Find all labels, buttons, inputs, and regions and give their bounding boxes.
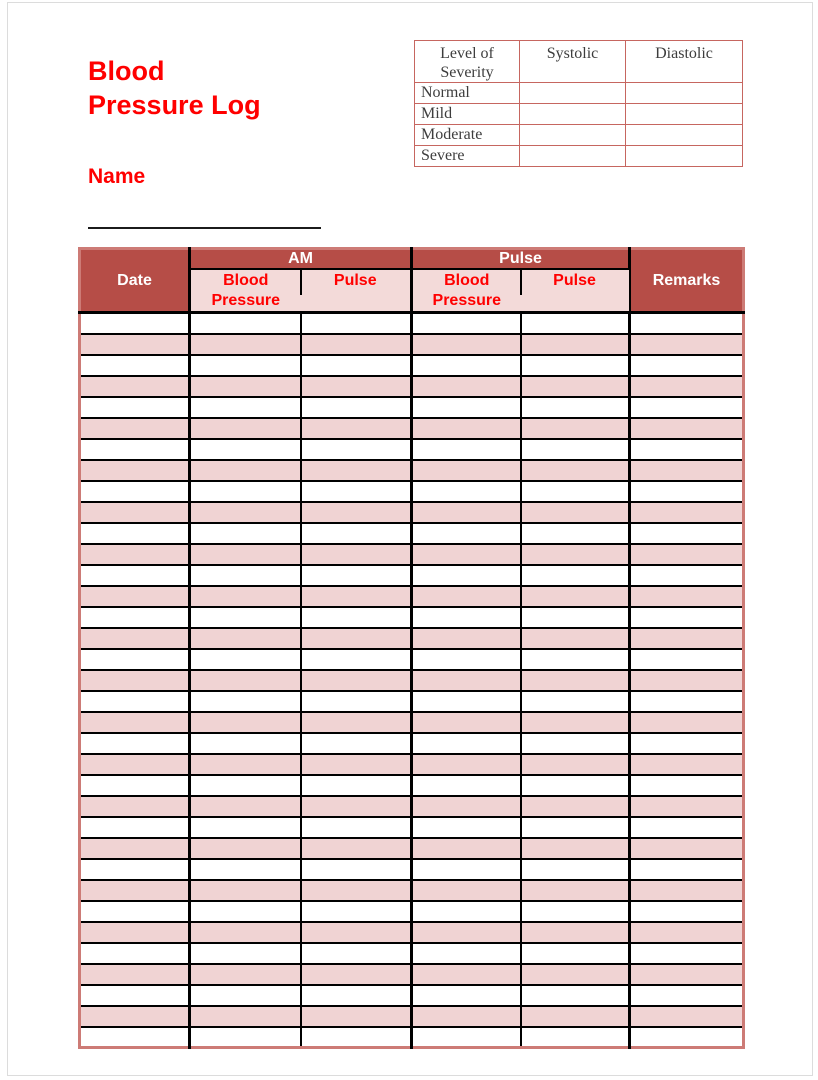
log-cell-pm-blood-pressure[interactable]: [412, 607, 521, 628]
log-row: [80, 397, 744, 418]
log-cell-remarks[interactable]: [630, 1027, 744, 1048]
log-cell-pm-blood-pressure[interactable]: [412, 712, 521, 733]
log-col-pm-group: Pulse: [412, 249, 630, 270]
log-cell-pm-pulse[interactable]: [521, 796, 630, 817]
log-subcol-am-pulse: Pulse: [301, 269, 412, 313]
severity-row: [415, 104, 743, 125]
log-cell-remarks[interactable]: [630, 733, 744, 754]
log-cell-pm-blood-pressure[interactable]: [412, 397, 521, 418]
log-cell-pm-blood-pressure[interactable]: [412, 418, 521, 439]
log-cell-pm-blood-pressure[interactable]: [412, 1006, 521, 1027]
severity-systolic-cell[interactable]: [520, 83, 626, 104]
log-cell-remarks[interactable]: [630, 859, 744, 880]
log-cell-am-pulse[interactable]: [301, 796, 412, 817]
log-cell-pm-blood-pressure[interactable]: [412, 460, 521, 481]
log-cell-pm-blood-pressure[interactable]: [412, 754, 521, 775]
log-cell-date[interactable]: [80, 439, 190, 460]
log-cell-pm-blood-pressure[interactable]: [412, 481, 521, 502]
log-cell-am-blood-pressure[interactable]: [190, 733, 301, 754]
log-cell-am-pulse[interactable]: [301, 313, 412, 334]
log-row: [80, 313, 744, 334]
log-cell-am-pulse[interactable]: [301, 334, 412, 355]
name-input-line[interactable]: [88, 227, 321, 229]
log-cell-pm-pulse[interactable]: [521, 649, 630, 670]
log-cell-date[interactable]: [80, 817, 190, 838]
log-cell-pm-blood-pressure[interactable]: [412, 817, 521, 838]
log-cell-am-blood-pressure[interactable]: [190, 460, 301, 481]
log-cell-am-blood-pressure[interactable]: [190, 838, 301, 859]
log-cell-remarks[interactable]: [630, 901, 744, 922]
log-cell-am-blood-pressure[interactable]: [190, 439, 301, 460]
log-cell-date[interactable]: [80, 607, 190, 628]
log-cell-date[interactable]: [80, 859, 190, 880]
log-col-remarks: Remarks: [630, 249, 744, 313]
log-cell-remarks[interactable]: [630, 985, 744, 1006]
log-cell-date[interactable]: [80, 712, 190, 733]
log-cell-pm-blood-pressure[interactable]: [412, 544, 521, 565]
log-subcol-pm-pulse: Pulse: [521, 269, 630, 313]
log-cell-am-pulse[interactable]: [301, 964, 412, 985]
log-row: [80, 376, 744, 397]
log-cell-am-blood-pressure[interactable]: [190, 502, 301, 523]
log-cell-date[interactable]: [80, 838, 190, 859]
log-cell-pm-pulse[interactable]: [521, 628, 630, 649]
severity-row: [415, 146, 743, 167]
log-cell-am-blood-pressure[interactable]: [190, 901, 301, 922]
log-row: [80, 775, 744, 796]
log-cell-am-pulse[interactable]: [301, 1006, 412, 1027]
log-cell-date[interactable]: [80, 628, 190, 649]
log-cell-pm-blood-pressure[interactable]: [412, 502, 521, 523]
log-cell-pm-pulse[interactable]: [521, 922, 630, 943]
log-cell-remarks[interactable]: [630, 796, 744, 817]
log-cell-am-pulse[interactable]: [301, 691, 412, 712]
log-cell-pm-blood-pressure[interactable]: [412, 355, 521, 376]
log-cell-am-blood-pressure[interactable]: [190, 607, 301, 628]
log-row: [80, 565, 744, 586]
log-row: [80, 1006, 744, 1027]
log-cell-remarks[interactable]: [630, 313, 744, 334]
log-cell-remarks[interactable]: [630, 712, 744, 733]
log-row: [80, 817, 744, 838]
log-cell-pm-pulse[interactable]: [521, 460, 630, 481]
log-cell-pm-pulse[interactable]: [521, 544, 630, 565]
log-cell-pm-pulse[interactable]: [521, 1006, 630, 1027]
log-cell-am-pulse[interactable]: [301, 397, 412, 418]
log-cell-remarks[interactable]: [630, 838, 744, 859]
name-label: Name: [88, 165, 146, 188]
log-cell-am-pulse[interactable]: [301, 481, 412, 502]
log-cell-remarks[interactable]: [630, 964, 744, 985]
log-cell-am-blood-pressure[interactable]: [190, 775, 301, 796]
log-cell-am-blood-pressure[interactable]: [190, 985, 301, 1006]
log-cell-am-pulse[interactable]: [301, 880, 412, 901]
log-cell-remarks[interactable]: [630, 607, 744, 628]
log-col-date: Date: [80, 249, 190, 313]
log-cell-date[interactable]: [80, 733, 190, 754]
log-cell-date[interactable]: [80, 796, 190, 817]
log-cell-remarks[interactable]: [630, 775, 744, 796]
log-cell-remarks[interactable]: [630, 376, 744, 397]
log-row: [80, 460, 744, 481]
log-subcol-pm-blood-pressure: Blood Pressure: [412, 269, 521, 313]
log-cell-pm-blood-pressure[interactable]: [412, 439, 521, 460]
log-cell-pm-blood-pressure[interactable]: [412, 859, 521, 880]
log-cell-am-blood-pressure[interactable]: [190, 943, 301, 964]
log-cell-remarks[interactable]: [630, 691, 744, 712]
log-cell-am-blood-pressure[interactable]: [190, 859, 301, 880]
log-row: [80, 880, 744, 901]
log-cell-am-pulse[interactable]: [301, 985, 412, 1006]
log-cell-date[interactable]: [80, 1006, 190, 1027]
log-cell-am-pulse[interactable]: [301, 586, 412, 607]
log-cell-am-blood-pressure[interactable]: [190, 481, 301, 502]
log-cell-am-blood-pressure[interactable]: [190, 1027, 301, 1048]
severity-diastolic-cell[interactable]: [626, 83, 743, 104]
log-cell-am-blood-pressure[interactable]: [190, 523, 301, 544]
log-cell-remarks[interactable]: [630, 670, 744, 691]
log-cell-am-pulse[interactable]: [301, 733, 412, 754]
log-cell-pm-pulse[interactable]: [521, 1027, 630, 1048]
log-cell-am-pulse[interactable]: [301, 649, 412, 670]
log-cell-date[interactable]: [80, 544, 190, 565]
log-cell-date[interactable]: [80, 334, 190, 355]
log-cell-am-pulse[interactable]: [301, 817, 412, 838]
log-cell-remarks[interactable]: [630, 628, 744, 649]
log-cell-remarks[interactable]: [630, 439, 744, 460]
log-cell-pm-pulse[interactable]: [521, 334, 630, 355]
log-cell-am-pulse[interactable]: [301, 838, 412, 859]
log-cell-pm-pulse[interactable]: [521, 418, 630, 439]
log-row: [80, 355, 744, 376]
log-cell-pm-pulse[interactable]: [521, 607, 630, 628]
log-cell-am-pulse[interactable]: [301, 439, 412, 460]
log-cell-remarks[interactable]: [630, 754, 744, 775]
log-cell-pm-blood-pressure[interactable]: [412, 733, 521, 754]
log-cell-am-pulse[interactable]: [301, 502, 412, 523]
log-row: [80, 943, 744, 964]
log-row: [80, 691, 744, 712]
log-row: [80, 901, 744, 922]
log-cell-pm-pulse[interactable]: [521, 859, 630, 880]
log-cell-am-blood-pressure[interactable]: [190, 628, 301, 649]
severity-diastolic-cell[interactable]: [626, 125, 743, 146]
log-row: [80, 523, 744, 544]
log-cell-am-pulse[interactable]: [301, 901, 412, 922]
log-cell-pm-blood-pressure[interactable]: [412, 313, 521, 334]
log-cell-date[interactable]: [80, 376, 190, 397]
log-cell-pm-pulse[interactable]: [521, 691, 630, 712]
log-cell-am-blood-pressure[interactable]: [190, 796, 301, 817]
severity-systolic-cell[interactable]: [520, 104, 626, 125]
log-cell-pm-blood-pressure[interactable]: [412, 691, 521, 712]
log-cell-pm-pulse[interactable]: [521, 880, 630, 901]
severity-diastolic-cell[interactable]: [626, 104, 743, 125]
log-cell-remarks[interactable]: [630, 355, 744, 376]
log-cell-pm-blood-pressure[interactable]: [412, 796, 521, 817]
log-cell-pm-pulse[interactable]: [521, 775, 630, 796]
log-cell-remarks[interactable]: [630, 481, 744, 502]
severity-header-row: [415, 41, 743, 83]
log-cell-pm-pulse[interactable]: [521, 838, 630, 859]
log-cell-date[interactable]: [80, 691, 190, 712]
log-row: [80, 964, 744, 985]
log-cell-remarks[interactable]: [630, 943, 744, 964]
log-cell-am-blood-pressure[interactable]: [190, 586, 301, 607]
log-cell-remarks[interactable]: [630, 880, 744, 901]
log-subcol-am-blood-pressure: Blood Pressure: [190, 269, 301, 313]
log-cell-am-blood-pressure[interactable]: [190, 922, 301, 943]
log-cell-pm-pulse[interactable]: [521, 397, 630, 418]
log-cell-pm-pulse[interactable]: [521, 964, 630, 985]
severity-level-label: Severe: [415, 146, 520, 167]
log-cell-am-pulse[interactable]: [301, 565, 412, 586]
log-cell-am-blood-pressure[interactable]: [190, 397, 301, 418]
severity-col-systolic: Systolic: [520, 41, 626, 83]
log-row: [80, 418, 744, 439]
log-cell-pm-blood-pressure[interactable]: [412, 922, 521, 943]
log-cell-remarks[interactable]: [630, 523, 744, 544]
log-cell-date[interactable]: [80, 1027, 190, 1048]
log-cell-am-pulse[interactable]: [301, 712, 412, 733]
log-cell-pm-pulse[interactable]: [521, 313, 630, 334]
log-row: [80, 733, 744, 754]
log-cell-pm-pulse[interactable]: [521, 523, 630, 544]
log-row: [80, 712, 744, 733]
log-cell-pm-blood-pressure[interactable]: [412, 943, 521, 964]
log-cell-pm-pulse[interactable]: [521, 712, 630, 733]
log-cell-remarks[interactable]: [630, 418, 744, 439]
log-cell-date[interactable]: [80, 754, 190, 775]
log-row: [80, 544, 744, 565]
log-cell-pm-pulse[interactable]: [521, 481, 630, 502]
log-cell-pm-blood-pressure[interactable]: [412, 901, 521, 922]
log-cell-am-blood-pressure[interactable]: [190, 964, 301, 985]
log-cell-date[interactable]: [80, 586, 190, 607]
log-cell-pm-blood-pressure[interactable]: [412, 565, 521, 586]
log-cell-date[interactable]: [80, 418, 190, 439]
log-cell-pm-blood-pressure[interactable]: [412, 985, 521, 1006]
log-cell-remarks[interactable]: [630, 397, 744, 418]
log-cell-pm-blood-pressure[interactable]: [412, 775, 521, 796]
log-cell-remarks[interactable]: [630, 460, 744, 481]
log-cell-pm-blood-pressure[interactable]: [412, 838, 521, 859]
log-cell-am-blood-pressure[interactable]: [190, 544, 301, 565]
log-cell-am-pulse[interactable]: [301, 1027, 412, 1048]
log-cell-am-pulse[interactable]: [301, 628, 412, 649]
log-cell-pm-blood-pressure[interactable]: [412, 1027, 521, 1048]
severity-col-level: Level of Severity: [415, 41, 520, 83]
severity-col-diastolic: Diastolic: [626, 41, 743, 83]
log-cell-remarks[interactable]: [630, 334, 744, 355]
log-row: [80, 649, 744, 670]
log-cell-pm-blood-pressure[interactable]: [412, 964, 521, 985]
log-cell-am-blood-pressure[interactable]: [190, 880, 301, 901]
log-cell-date[interactable]: [80, 964, 190, 985]
log-cell-remarks[interactable]: [630, 544, 744, 565]
severity-systolic-cell[interactable]: [520, 125, 626, 146]
log-cell-pm-pulse[interactable]: [521, 355, 630, 376]
severity-row: [415, 83, 743, 104]
log-cell-pm-pulse[interactable]: [521, 901, 630, 922]
log-row: [80, 922, 744, 943]
log-row: [80, 607, 744, 628]
log-cell-pm-pulse[interactable]: [521, 439, 630, 460]
log-header-group-row: [80, 249, 744, 270]
log-col-am-group: AM: [190, 249, 412, 270]
severity-level-label: Moderate: [415, 125, 520, 146]
log-cell-am-blood-pressure[interactable]: [190, 670, 301, 691]
log-cell-am-pulse[interactable]: [301, 355, 412, 376]
log-row: [80, 796, 744, 817]
log-cell-remarks[interactable]: [630, 502, 744, 523]
log-cell-am-blood-pressure[interactable]: [190, 691, 301, 712]
log-row: [80, 628, 744, 649]
log-cell-am-blood-pressure[interactable]: [190, 1006, 301, 1027]
log-row: [80, 838, 744, 859]
log-cell-date[interactable]: [80, 313, 190, 334]
page-title: [88, 54, 261, 122]
bp-log-table: [78, 247, 745, 1049]
severity-row: [415, 125, 743, 146]
log-row: [80, 1027, 744, 1048]
log-cell-date[interactable]: [80, 901, 190, 922]
log-row: [80, 670, 744, 691]
log-cell-pm-pulse[interactable]: [521, 586, 630, 607]
log-cell-pm-blood-pressure[interactable]: [412, 628, 521, 649]
log-cell-am-blood-pressure[interactable]: [190, 649, 301, 670]
log-cell-pm-pulse[interactable]: [521, 817, 630, 838]
log-cell-pm-blood-pressure[interactable]: [412, 649, 521, 670]
log-cell-remarks[interactable]: [630, 817, 744, 838]
log-row: [80, 502, 744, 523]
log-cell-am-pulse[interactable]: [301, 418, 412, 439]
log-cell-date[interactable]: [80, 880, 190, 901]
log-cell-date[interactable]: [80, 502, 190, 523]
log-cell-am-pulse[interactable]: [301, 859, 412, 880]
severity-systolic-cell[interactable]: [520, 146, 626, 167]
log-cell-am-blood-pressure[interactable]: [190, 817, 301, 838]
log-cell-am-blood-pressure[interactable]: [190, 418, 301, 439]
log-cell-pm-pulse[interactable]: [521, 985, 630, 1006]
log-cell-am-pulse[interactable]: [301, 922, 412, 943]
log-cell-remarks[interactable]: [630, 922, 744, 943]
log-cell-am-pulse[interactable]: [301, 943, 412, 964]
log-cell-date[interactable]: [80, 481, 190, 502]
log-cell-date[interactable]: [80, 460, 190, 481]
log-cell-am-pulse[interactable]: [301, 775, 412, 796]
log-cell-date[interactable]: [80, 670, 190, 691]
log-cell-am-blood-pressure[interactable]: [190, 355, 301, 376]
log-row: [80, 334, 744, 355]
log-cell-pm-pulse[interactable]: [521, 565, 630, 586]
log-cell-pm-blood-pressure[interactable]: [412, 334, 521, 355]
severity-diastolic-cell[interactable]: [626, 146, 743, 167]
log-cell-date[interactable]: [80, 985, 190, 1006]
page-title-line2: Pressure Log: [88, 90, 261, 120]
log-cell-remarks[interactable]: [630, 649, 744, 670]
log-cell-am-pulse[interactable]: [301, 460, 412, 481]
log-cell-pm-blood-pressure[interactable]: [412, 586, 521, 607]
log-cell-am-blood-pressure[interactable]: [190, 712, 301, 733]
log-cell-am-blood-pressure[interactable]: [190, 313, 301, 334]
log-cell-date[interactable]: [80, 355, 190, 376]
log-cell-pm-pulse[interactable]: [521, 754, 630, 775]
log-row: [80, 754, 744, 775]
log-row: [80, 586, 744, 607]
log-cell-am-blood-pressure[interactable]: [190, 565, 301, 586]
log-row: [80, 985, 744, 1006]
log-cell-am-pulse[interactable]: [301, 670, 412, 691]
log-cell-am-pulse[interactable]: [301, 544, 412, 565]
log-cell-date[interactable]: [80, 943, 190, 964]
log-cell-pm-pulse[interactable]: [521, 670, 630, 691]
log-cell-date[interactable]: [80, 397, 190, 418]
severity-level-label: Mild: [415, 104, 520, 125]
page-title-line1: Blood: [88, 56, 165, 86]
log-cell-pm-pulse[interactable]: [521, 376, 630, 397]
log-cell-pm-blood-pressure[interactable]: [412, 880, 521, 901]
log-row: [80, 481, 744, 502]
log-cell-remarks[interactable]: [630, 1006, 744, 1027]
log-cell-pm-pulse[interactable]: [521, 733, 630, 754]
log-cell-pm-pulse[interactable]: [521, 943, 630, 964]
log-cell-am-pulse[interactable]: [301, 754, 412, 775]
log-cell-am-blood-pressure[interactable]: [190, 376, 301, 397]
log-cell-date[interactable]: [80, 523, 190, 544]
log-cell-pm-blood-pressure[interactable]: [412, 376, 521, 397]
log-cell-am-blood-pressure[interactable]: [190, 334, 301, 355]
severity-level-label: Normal: [415, 83, 520, 104]
log-cell-am-pulse[interactable]: [301, 523, 412, 544]
log-row: [80, 859, 744, 880]
severity-reference-table: [414, 40, 743, 167]
log-cell-date[interactable]: [80, 922, 190, 943]
log-cell-pm-blood-pressure[interactable]: [412, 670, 521, 691]
log-cell-date[interactable]: [80, 775, 190, 796]
log-cell-am-blood-pressure[interactable]: [190, 754, 301, 775]
log-row: [80, 439, 744, 460]
log-cell-remarks[interactable]: [630, 565, 744, 586]
log-cell-pm-pulse[interactable]: [521, 502, 630, 523]
log-cell-date[interactable]: [80, 649, 190, 670]
log-cell-pm-blood-pressure[interactable]: [412, 523, 521, 544]
log-cell-am-pulse[interactable]: [301, 376, 412, 397]
log-cell-am-pulse[interactable]: [301, 607, 412, 628]
log-cell-date[interactable]: [80, 565, 190, 586]
log-cell-remarks[interactable]: [630, 586, 744, 607]
